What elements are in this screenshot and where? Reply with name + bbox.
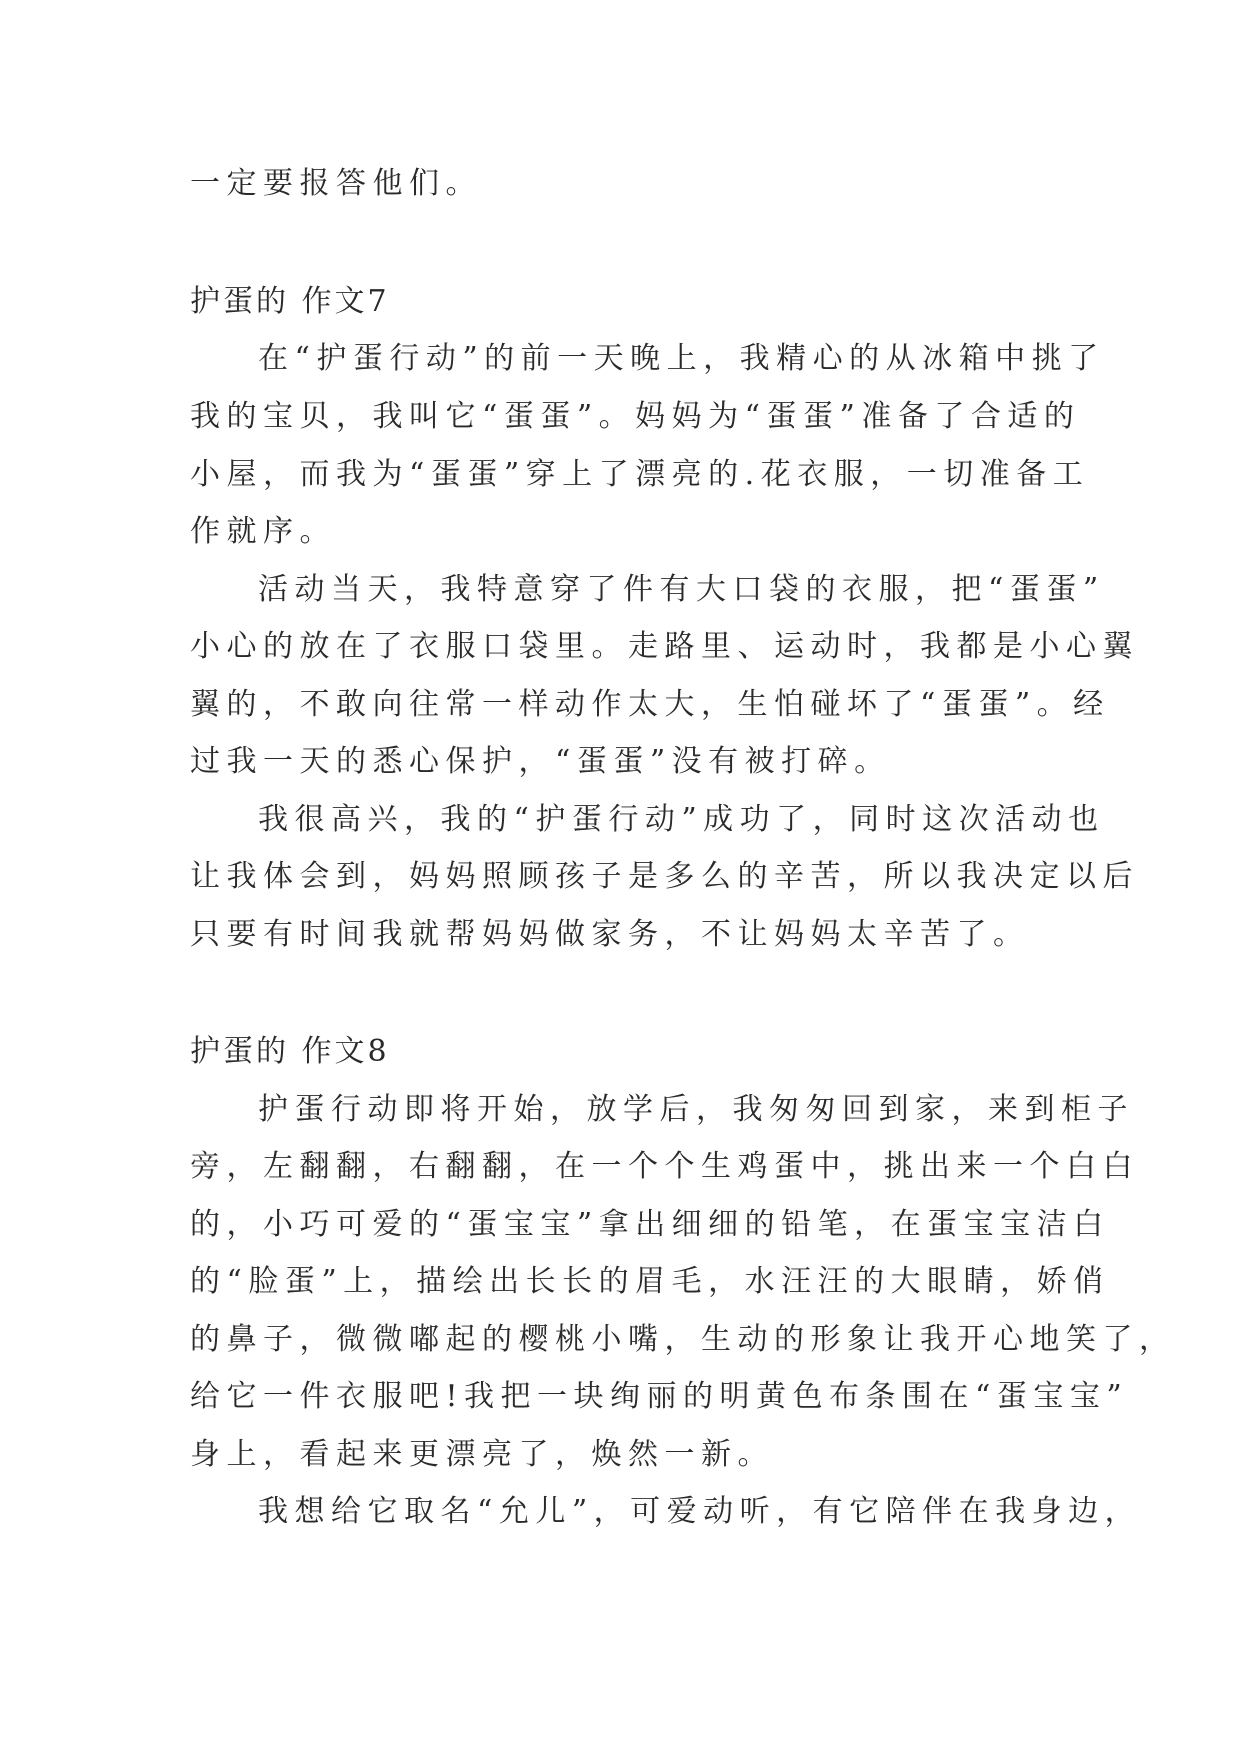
text-line: 护蛋行动即将开始，放学后，我匆匆回到家，来到柜子: [258, 1092, 1134, 1127]
text-line: 我的宝贝，我叫它“蛋蛋”。妈妈为“蛋蛋”准备了合适的: [190, 399, 1081, 434]
text-line: 的，小巧可爱的“蛋宝宝”拿出细细的铅笔，在蛋宝宝洁白: [190, 1207, 1110, 1242]
text-line: 让我体会到，妈妈照顾孩子是多么的辛苦，所以我决定以后: [190, 859, 1139, 894]
text-line: 的“脸蛋”上，描绘出长长的眉毛，水汪汪的大眼睛，娇俏: [190, 1264, 1110, 1299]
text-line: 我很高兴，我的“护蛋行动”成功了，同时这次活动也: [258, 802, 1105, 837]
text-line: 在“护蛋行动”的前一天晚上，我精心的从冰箱中挑了: [258, 341, 1105, 376]
text-line: 身上，看起来更漂亮了，焕然一新。: [190, 1437, 774, 1472]
text-line: 小屋，而我为“蛋蛋”穿上了漂亮的.花衣服，一切准备工: [190, 457, 1090, 492]
section-heading: 护蛋的 作文8: [190, 1034, 390, 1069]
text-line: 给它一件衣服吧!我把一块绚丽的明黄色布条围在“蛋宝宝”: [190, 1379, 1129, 1414]
section-heading: 护蛋的 作文7: [190, 284, 390, 319]
text-line: 过我一天的悉心保护，“蛋蛋”没有被打碎。: [190, 744, 891, 779]
text-line: 作就序。: [190, 514, 336, 549]
text-line: 一定要报答他们。: [190, 166, 482, 201]
text-line: 小心的放在了衣服口袋里。走路里、运动时，我都是小心翼: [190, 629, 1139, 664]
text-line: 我想给它取名“允儿”，可爱动听，有它陪伴在我身边，: [258, 1494, 1142, 1529]
text-line: 活动当天，我特意穿了件有大口袋的衣服，把“蛋蛋”: [258, 572, 1105, 607]
text-line: 翼的，不敢向往常一样动作太大，生怕碰坏了“蛋蛋”。经: [190, 687, 1110, 722]
text-line: 旁，左翻翻，右翻翻，在一个个生鸡蛋中，挑出来一个白白: [190, 1149, 1139, 1184]
text-line: 的鼻子，微微嘟起的樱桃小嘴，生动的形象让我开心地笑了，: [190, 1322, 1176, 1357]
text-line: 只要有时间我就帮妈妈做家务，不让妈妈太辛苦了。: [190, 917, 1030, 952]
